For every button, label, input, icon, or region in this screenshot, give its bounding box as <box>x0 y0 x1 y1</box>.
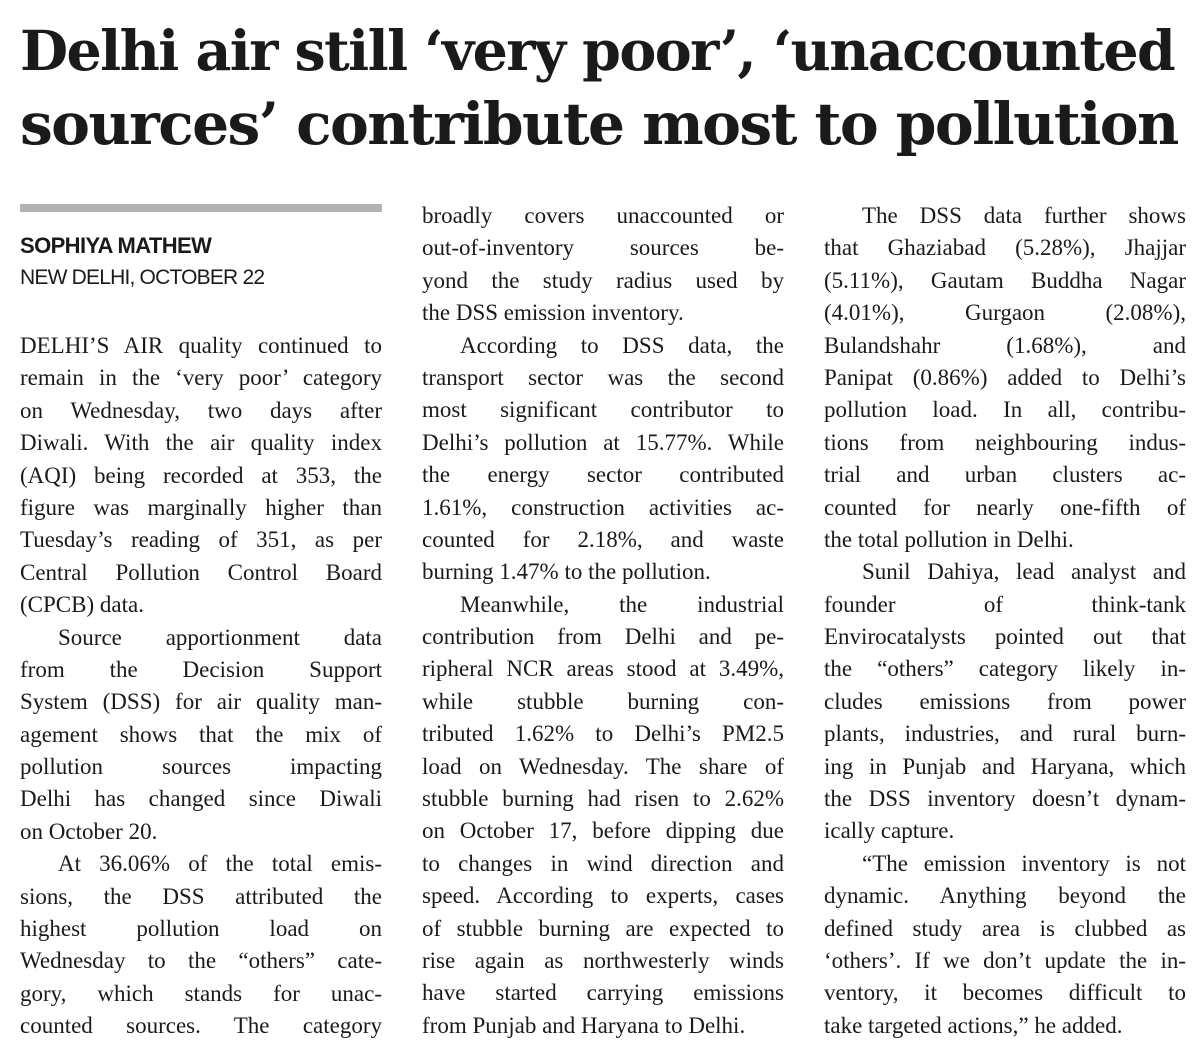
text-line: Tuesday’s reading of 351, as per <box>20 527 382 553</box>
text-line: defined study area is clubbed as <box>824 915 1186 941</box>
text-line: counted sources. The category <box>20 1013 382 1039</box>
text-line: The DSS data further shows <box>862 203 1186 228</box>
text-line: plants, industries, and rural burn- <box>824 721 1186 747</box>
headline <box>20 16 1180 160</box>
text-line: “The emission inventory is not <box>862 850 1186 876</box>
text-line: highest pollution load on <box>20 916 382 942</box>
byline-dateline: NEW DELHI, OCTOBER 22 <box>20 266 265 289</box>
text-line: Delhi has changed since Diwali <box>20 786 382 812</box>
text-line: transport sector was the second <box>422 364 784 390</box>
text-line: founder of think-tank <box>824 591 1186 617</box>
text-line: ically capture. <box>824 818 955 844</box>
text-line: Bulandshahr (1.68%), and <box>824 332 1186 358</box>
text-line: Central Pollution Control Board <box>20 559 382 585</box>
text-line: contribution from Delhi and pe- <box>422 624 784 650</box>
text-line: sions, the DSS attributed the <box>20 883 382 909</box>
text-line: burning 1.47% to the pollution. <box>422 559 711 585</box>
text-line: Envirocatalysts pointed out that <box>824 624 1186 650</box>
text-line: Source apportionment data <box>58 624 382 650</box>
text-line: Meanwhile, the industrial <box>460 591 784 617</box>
text-line: Diwali. With the air quality index <box>20 430 382 456</box>
text-line: (4.01%), Gurgaon (2.08%), <box>824 300 1186 326</box>
headline-line-2: sources’ contribute most to pollution <box>20 89 1178 158</box>
text-line: on Wednesday, two days after <box>20 397 382 423</box>
text-line: At 36.06% of the total emis- <box>58 851 382 877</box>
text-line: (5.11%), Gautam Buddha Nagar <box>824 267 1186 293</box>
text-line: ventory, it becomes difficult to <box>824 980 1186 1006</box>
text-line: from Punjab and Haryana to Delhi. <box>422 1012 746 1038</box>
text-line: System (DSS) for air quality man- <box>20 689 382 715</box>
text-line: the DSS inventory doesn’t dynam- <box>824 786 1186 812</box>
text-line: broadly covers unaccounted or <box>422 203 784 228</box>
text-line: while stubble burning con- <box>422 688 784 714</box>
article-column-1 <box>20 330 382 1043</box>
text-line: ripheral NCR areas stood at 3.49%, <box>422 656 784 682</box>
text-line: ‘others’. If we don’t update the in- <box>824 947 1186 973</box>
text-line: 1.61%, construction activities ac- <box>422 494 784 520</box>
text-line: rise again as northwesterly winds <box>422 947 784 973</box>
text-line: take targeted actions,” he added. <box>824 1012 1123 1038</box>
text-line: Sunil Dahiya, lead analyst and <box>862 559 1186 585</box>
text-line: on October 20. <box>20 818 158 844</box>
text-line: speed. According to experts, cases <box>422 883 784 909</box>
text-line: remain in the ‘very poor’ category <box>20 365 382 391</box>
text-line: on October 17, before dipping due <box>422 818 784 844</box>
text-line: (CPCB) data. <box>20 592 144 618</box>
text-line: Panipat (0.86%) added to Delhi’s <box>824 364 1186 390</box>
text-line: dynamic. Anything beyond the <box>824 883 1186 909</box>
text-line: Wednesday to the “others” cate- <box>20 948 382 974</box>
text-line: agement shows that the mix of <box>20 721 382 747</box>
text-line: Delhi’s pollution at 15.77%. While <box>422 429 784 455</box>
article-column-2 <box>422 200 784 1042</box>
text-line: pollution sources impacting <box>20 754 382 780</box>
text-line: (AQI) being recorded at 353, the <box>20 462 382 488</box>
text-line: counted for nearly one-fifth of <box>824 494 1186 520</box>
text-line: the total pollution in Delhi. <box>824 526 1074 552</box>
text-line: from the Decision Support <box>20 656 382 682</box>
text-line: pollution load. In all, contribu- <box>824 397 1186 423</box>
text-line: figure was marginally higher than <box>20 494 382 520</box>
text-line: the energy sector contributed <box>422 462 784 488</box>
article-column-3 <box>824 200 1186 1042</box>
text-line: load on Wednesday. The share of <box>422 753 784 779</box>
text-line: According to DSS data, the <box>460 332 784 358</box>
text-line: yond the study radius used by <box>422 267 784 293</box>
text-line: ing in Punjab and Haryana, which <box>824 753 1186 779</box>
text-line: tributed 1.62% to Delhi’s PM2.5 <box>422 721 784 747</box>
text-line: gory, which stands for unac- <box>20 980 382 1006</box>
text-line: that Ghaziabad (5.28%), Jhajjar <box>824 235 1186 261</box>
text-line: tions from neighbouring indus- <box>824 429 1186 455</box>
text-line: DELHI’S AIR quality continued to <box>20 333 382 358</box>
byline-divider <box>20 204 382 212</box>
text-line: counted for 2.18%, and waste <box>422 526 784 552</box>
text-line: cludes emissions from power <box>824 688 1186 714</box>
text-line: have started carrying emissions <box>422 980 784 1006</box>
text-line: the DSS emission inventory. <box>422 300 684 326</box>
text-line: trial and urban clusters ac- <box>824 462 1186 488</box>
text-line: stubble burning had risen to 2.62% <box>422 786 784 812</box>
headline-line-1: Delhi air still ‘very poor’, ‘unaccounted <box>20 19 1175 84</box>
text-line: most significant contributor to <box>422 397 784 423</box>
text-line: of stubble burning are expected to <box>422 915 784 941</box>
byline-author: SOPHIYA MATHEW <box>20 233 212 258</box>
text-line: to changes in wind direction and <box>422 850 784 876</box>
text-line: the “others” category likely in- <box>824 656 1186 682</box>
text-line: out-of-inventory sources be- <box>422 235 784 261</box>
